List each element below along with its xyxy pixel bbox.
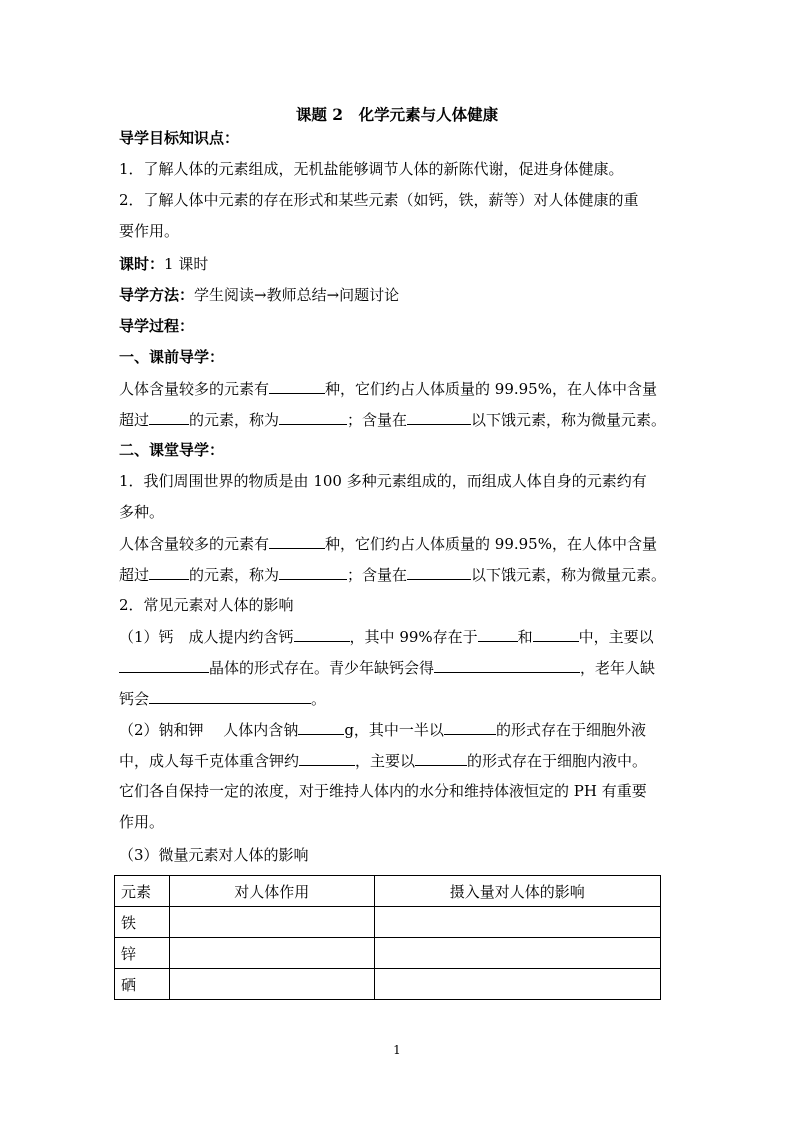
class-line-1 (119, 533, 679, 554)
table-cell-element: 硒 (115, 969, 170, 1000)
process-heading: 导学过程： (119, 317, 195, 335)
objectives-heading: 导学目标知识点： (119, 129, 240, 147)
table-cell-empty[interactable] (169, 969, 374, 1000)
table-cell-empty[interactable] (169, 938, 374, 969)
text-segment: 钙会 (119, 690, 150, 708)
text-segment: 的元素，称为 (189, 566, 280, 584)
text-segment: （2）钠和钾 人体内含钠 (119, 721, 299, 739)
fill-blank[interactable] (444, 719, 496, 735)
table-header-cell: 对人体作用 (169, 876, 374, 907)
fill-blank[interactable] (415, 750, 467, 766)
fill-blank[interactable] (149, 688, 311, 704)
text-segment: ；含量在 (347, 566, 408, 584)
table-cell-empty[interactable] (374, 907, 660, 938)
text-segment: ，其中 99%存在于 (349, 628, 478, 646)
table-row (115, 938, 661, 969)
class-heading: 二、课堂导学： (119, 441, 225, 459)
lesson-value: 1 课时 (164, 255, 209, 273)
text-segment: 以下饿元素，称为微量元素。 (471, 566, 667, 584)
text-segment: g，其中一半以 (344, 721, 444, 739)
fill-blank[interactable] (434, 657, 580, 673)
objective-item-2b: 要作用。 (119, 222, 180, 240)
fill-blank[interactable] (298, 719, 344, 735)
method-line (119, 285, 679, 305)
table-row (115, 969, 661, 1000)
text-segment: ，主要以 (355, 752, 416, 770)
table-header-cell: 摄入量对人体的影响 (374, 876, 660, 907)
method-label: 导学方法： (119, 286, 195, 304)
table-cell-element: 锌 (115, 938, 170, 969)
text-segment: 的形式存在于细胞外液 (495, 721, 646, 739)
pre-line-2 (119, 409, 679, 430)
text-segment: ，老年人缺 (580, 659, 656, 677)
fill-blank[interactable] (478, 626, 518, 642)
table-cell-element: 铁 (115, 907, 170, 938)
class-line-2 (119, 564, 679, 585)
table-cell-empty[interactable] (374, 938, 660, 969)
pre-heading: 一、课前导学： (119, 348, 225, 366)
text-segment: 种，它们约占人体质量的 99.95%，在人体中含量 (325, 380, 657, 398)
text-segment: 以下饿元素，称为微量元素。 (471, 411, 667, 429)
table-header-cell: 元素 (115, 876, 170, 907)
calcium-line-1 (119, 626, 679, 647)
lesson-line (119, 254, 679, 274)
fill-blank[interactable] (119, 657, 209, 673)
class-q1a: 1．我们周围世界的物质是由 100 多种元素组成的，而组成人体自身的元素约有 (119, 472, 647, 490)
sodium-line-2 (119, 750, 679, 771)
trace-elements-table (114, 875, 661, 1000)
fill-blank[interactable] (407, 409, 471, 425)
fill-blank[interactable] (294, 626, 350, 642)
text-segment: 的元素，称为 (189, 411, 280, 429)
fill-blank[interactable] (407, 564, 471, 580)
sodium-line-1 (119, 719, 679, 740)
class-q2: 2．常见元素对人体的影响 (119, 596, 294, 614)
text-segment: 和 (517, 628, 533, 646)
fill-blank[interactable] (269, 533, 325, 549)
text-segment: 超过 (119, 566, 150, 584)
text-segment: 。 (311, 690, 327, 708)
table-cell-empty[interactable] (169, 907, 374, 938)
page-number: 1 (393, 1043, 401, 1057)
class-q1b: 多种。 (119, 503, 165, 521)
fill-blank[interactable] (149, 409, 189, 425)
text-segment: 中，成人每千克体重含钾约 (119, 752, 300, 770)
sodium-line-4: 作用。 (119, 813, 165, 831)
objective-item-1: 1．了解人体的元素组成，无机盐能够调节人体的新陈代谢，促进身体健康。 (119, 160, 624, 178)
fill-blank[interactable] (279, 564, 347, 580)
text-segment: 人体含量较多的元素有 (119, 380, 270, 398)
objective-item-2a: 2．了解人体中元素的存在形式和某些元素（如钙，铁，薪等）对人体健康的重 (119, 191, 639, 209)
fill-blank[interactable] (299, 750, 355, 766)
table-row (115, 907, 661, 938)
text-segment: 中，主要以 (578, 628, 654, 646)
page-title: 课题 2 化学元素与人体健康 (295, 105, 499, 124)
text-segment: 的形式存在于细胞内液中。 (467, 752, 648, 770)
fill-blank[interactable] (269, 378, 325, 394)
text-segment: ；含量在 (347, 411, 408, 429)
calcium-line-2 (119, 657, 679, 678)
text-segment: 人体含量较多的元素有 (119, 535, 270, 553)
fill-blank[interactable] (279, 409, 347, 425)
fill-blank[interactable] (533, 626, 579, 642)
lesson-label: 课时： (119, 255, 165, 273)
method-value: 学生阅读→教师总结→问题讨论 (194, 286, 400, 304)
text-segment: 晶体的形式存在。青少年缺钙会得 (209, 659, 435, 677)
table-header-row (115, 876, 661, 907)
text-segment: 种，它们约占人体质量的 99.95%，在人体中含量 (325, 535, 657, 553)
trace-elements-heading: （3）微量元素对人体的影响 (119, 846, 309, 864)
calcium-line-3 (119, 688, 679, 709)
text-segment: （1）钙 成人提内约含钙 (119, 628, 294, 646)
table-cell-empty[interactable] (374, 969, 660, 1000)
sodium-line-3: 它们各自保持一定的浓度，对于维持人体内的水分和维持体液恒定的 PH 有重要 (119, 782, 647, 800)
fill-blank[interactable] (149, 564, 189, 580)
text-segment: 超过 (119, 411, 150, 429)
pre-line-1 (119, 378, 679, 399)
